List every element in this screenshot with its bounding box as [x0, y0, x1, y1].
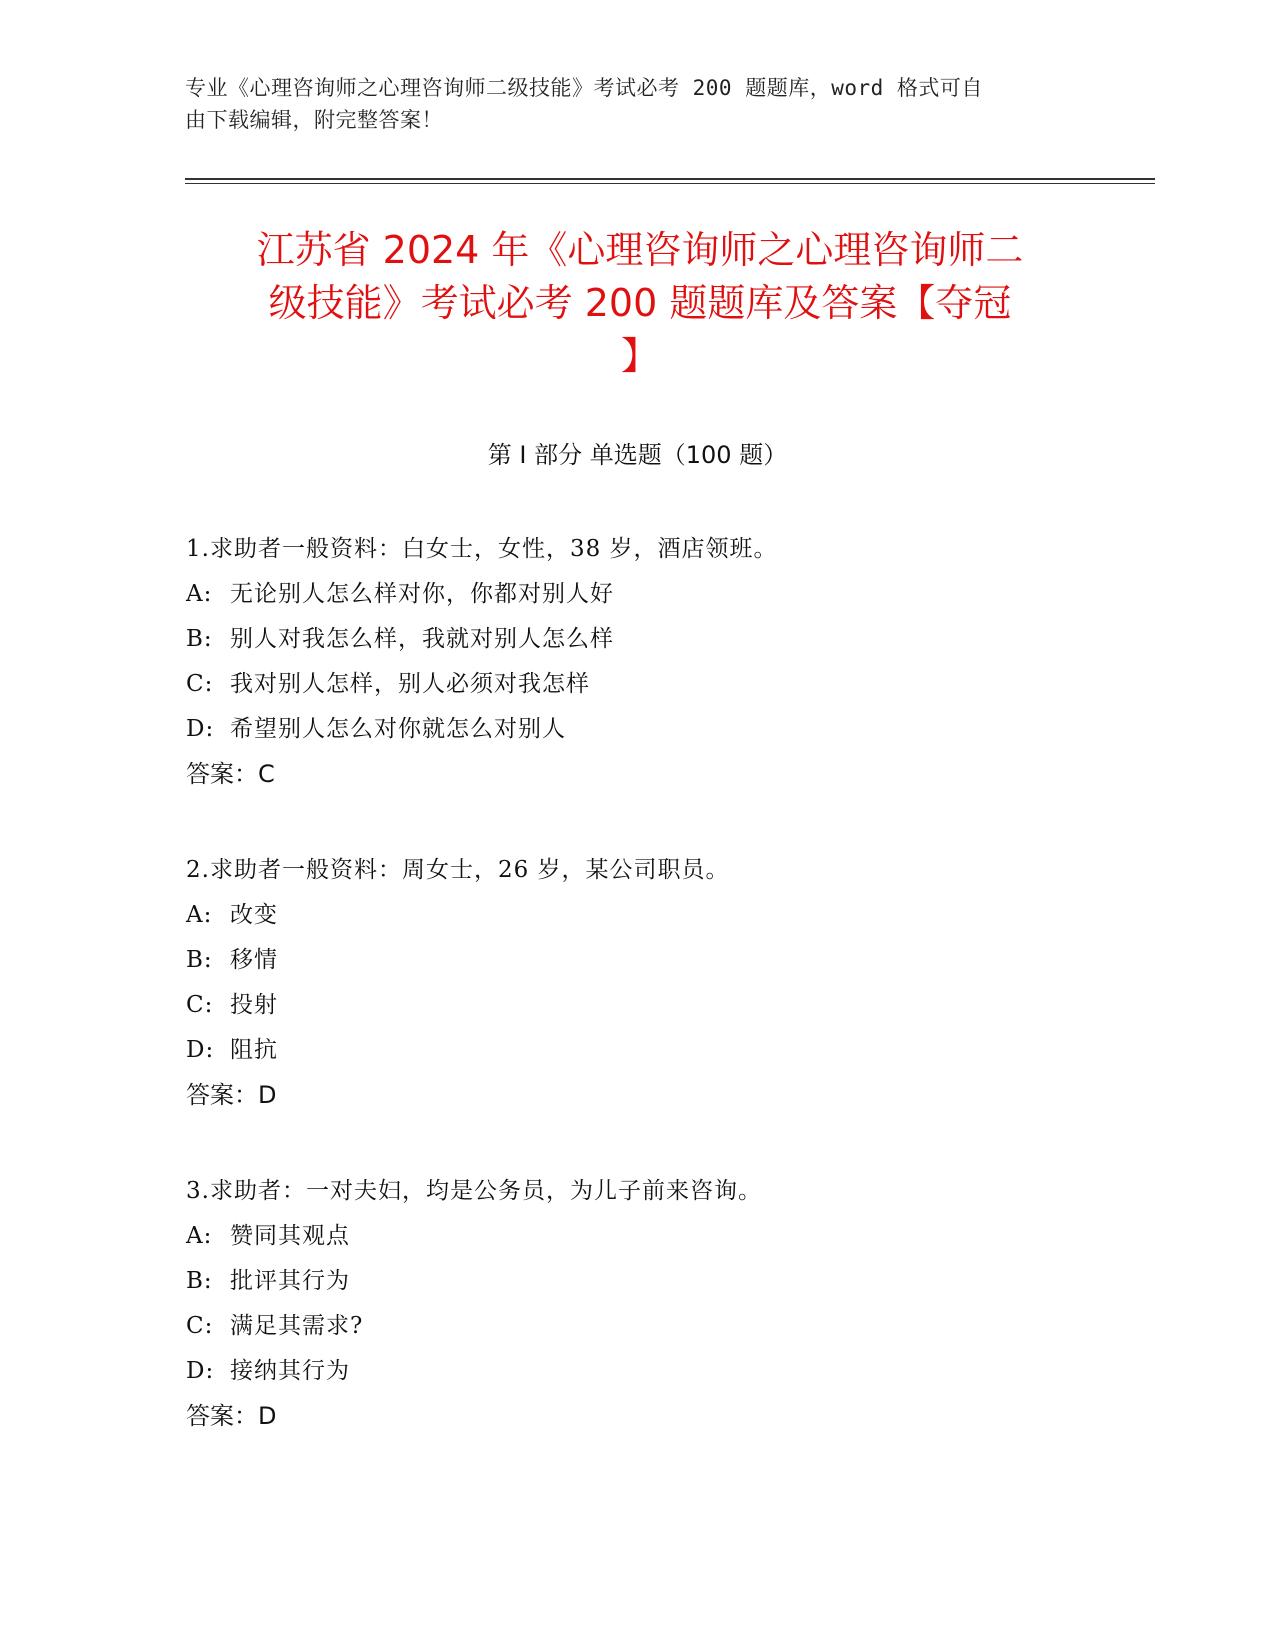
- answer-line: 答案：C: [186, 760, 275, 788]
- option-text: 赞同其观点: [230, 1223, 350, 1249]
- option-text: 别人对我怎么样，我就对别人怎么样: [230, 626, 614, 652]
- option-letter: C:: [186, 992, 214, 1018]
- option-b: [186, 617, 1146, 662]
- question-stem: 2.求助者一般资料：周女士，26 岁，某公司职员。: [186, 857, 730, 883]
- header-note: [185, 72, 1065, 136]
- question-2: [186, 848, 1146, 1118]
- option-d: [186, 1028, 1146, 1073]
- header-divider-thick: [185, 178, 1155, 180]
- option-b: [186, 938, 1146, 983]
- option-a: [186, 893, 1146, 938]
- document-title-line-1: 江苏省 2024 年《心理咨询师之心理咨询师二: [256, 228, 1024, 272]
- option-text: 希望别人怎么对你就怎么对别人: [230, 716, 566, 742]
- option-text: 阻抗: [230, 1037, 278, 1063]
- option-letter: C:: [186, 671, 214, 697]
- question-stem: 1.求助者一般资料：白女士，女性，38 岁，酒店领班。: [186, 536, 778, 562]
- option-text: 投射: [230, 992, 278, 1018]
- option-a: [186, 1214, 1146, 1259]
- question-3: [186, 1169, 1146, 1439]
- section-title: 第 I 部分 单选题（100 题）: [487, 441, 788, 469]
- header-note-line-2: 由下载编辑，附完整答案！: [185, 108, 443, 132]
- option-letter: B:: [186, 626, 213, 652]
- document-title-line-2: 级技能》考试必考 200 题题库及答案【夺冠: [268, 281, 1012, 325]
- header-note-line-1: 专业《心理咨询师之心理咨询师二级技能》考试必考 200 题题库，word 格式可自: [185, 76, 983, 100]
- document-title-line-3: 】: [620, 334, 659, 378]
- option-letter: C:: [186, 1313, 214, 1339]
- option-letter: B:: [186, 947, 213, 973]
- answer-line: 答案：D: [186, 1081, 277, 1109]
- answer-line: 答案：D: [186, 1402, 277, 1430]
- question-list: [186, 527, 1146, 1490]
- option-letter: D:: [186, 1358, 215, 1384]
- document-title: [160, 224, 1120, 383]
- option-c: [186, 983, 1146, 1028]
- option-letter: A:: [186, 902, 213, 928]
- option-c: [186, 662, 1146, 707]
- option-text: 移情: [230, 947, 278, 973]
- option-letter: D:: [186, 1037, 215, 1063]
- question-stem: 3.求助者：一对夫妇，均是公务员，为儿子前来咨询。: [186, 1178, 762, 1204]
- option-letter: B:: [186, 1268, 213, 1294]
- header-divider-thin: [185, 183, 1155, 184]
- option-text: 改变: [230, 902, 278, 928]
- option-text: 接纳其行为: [230, 1358, 350, 1384]
- option-text: 批评其行为: [230, 1268, 350, 1294]
- option-a: [186, 572, 1146, 617]
- option-letter: A:: [186, 581, 213, 607]
- question-1: [186, 527, 1146, 797]
- option-text: 我对别人怎样，别人必须对我怎样: [230, 671, 590, 697]
- option-c: [186, 1304, 1146, 1349]
- option-letter: A:: [186, 1223, 213, 1249]
- option-d: [186, 707, 1146, 752]
- option-text: 无论别人怎么样对你，你都对别人好: [230, 581, 614, 607]
- option-b: [186, 1259, 1146, 1304]
- option-d: [186, 1349, 1146, 1394]
- option-letter: D:: [186, 716, 215, 742]
- option-text: 满足其需求?: [230, 1313, 364, 1339]
